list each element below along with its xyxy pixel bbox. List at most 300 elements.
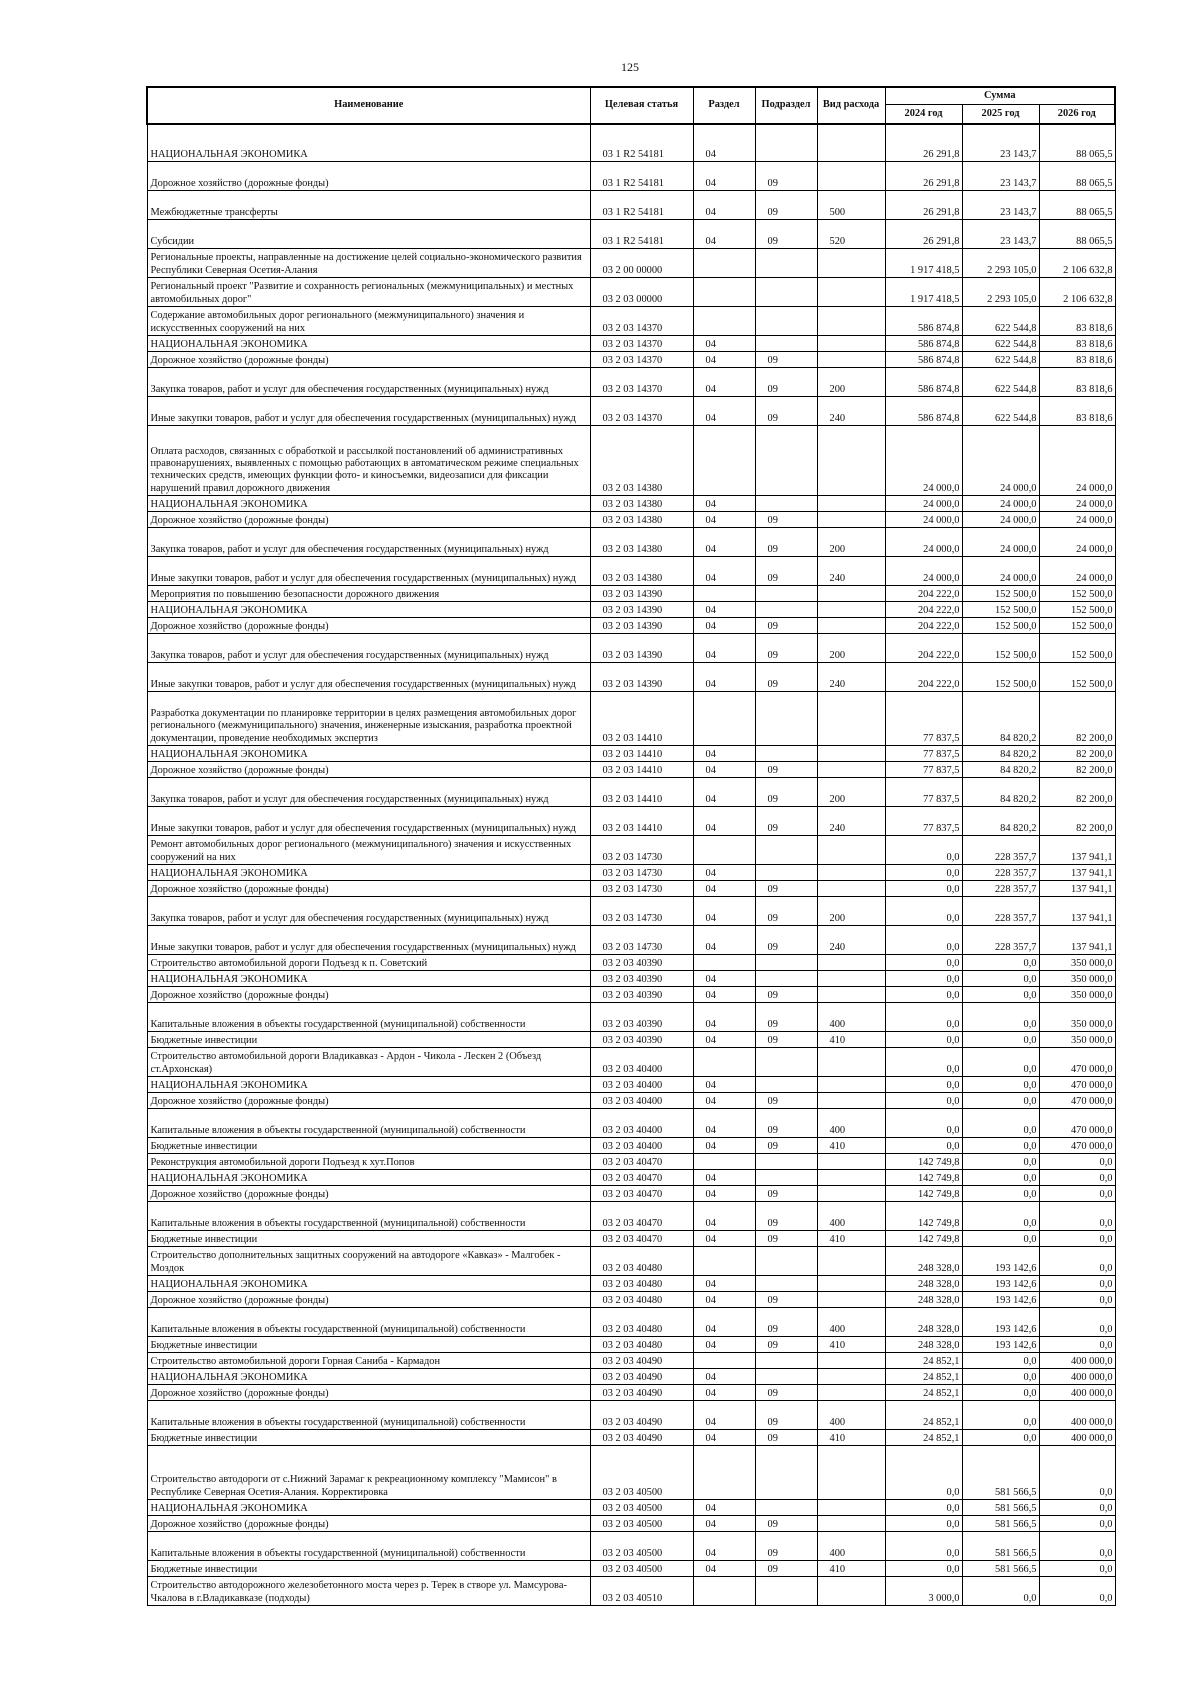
row-sum-2026: 470 000,0	[1039, 1048, 1115, 1077]
row-sum-2024: 24 852,1	[885, 1369, 962, 1385]
row-sum-2025: 23 143,7	[962, 124, 1039, 162]
row-name: Бюджетные инвестиции	[147, 1138, 590, 1154]
table-row	[147, 987, 1115, 1003]
row-sum-2024: 0,0	[885, 1032, 962, 1048]
table-row	[147, 336, 1115, 352]
row-sum-2025: 0,0	[962, 1077, 1039, 1093]
row-sum-2024: 586 874,8	[885, 307, 962, 336]
row-sum-2024: 26 291,8	[885, 162, 962, 191]
budget-table	[146, 86, 1116, 1606]
row-subsection: 09	[755, 1385, 817, 1401]
row-vid	[817, 1048, 885, 1077]
row-sum-2026: 24 000,0	[1039, 557, 1115, 586]
row-code: 03 2 03 40500	[590, 1516, 693, 1532]
row-vid	[817, 162, 885, 191]
table-row	[147, 1500, 1115, 1516]
row-vid: 410	[817, 1430, 885, 1446]
table-row	[147, 1202, 1115, 1231]
row-code: 03 2 03 40500	[590, 1446, 693, 1500]
header-name: Наименование	[147, 87, 590, 124]
row-sum-2025: 0,0	[962, 1202, 1039, 1231]
row-sum-2024: 204 222,0	[885, 634, 962, 663]
row-sum-2025: 23 143,7	[962, 220, 1039, 249]
row-sum-2026: 0,0	[1039, 1292, 1115, 1308]
row-vid	[817, 1170, 885, 1186]
row-sum-2025: 0,0	[962, 1577, 1039, 1606]
row-vid	[817, 426, 885, 496]
row-code: 03 2 03 40390	[590, 987, 693, 1003]
table-row	[147, 836, 1115, 865]
row-sum-2025: 193 142,6	[962, 1308, 1039, 1337]
row-sum-2026: 0,0	[1039, 1276, 1115, 1292]
row-sum-2026: 0,0	[1039, 1446, 1115, 1500]
row-sum-2024: 26 291,8	[885, 220, 962, 249]
row-code: 03 2 03 14380	[590, 557, 693, 586]
row-section: 04	[693, 602, 755, 618]
row-name: Дорожное хозяйство (дорожные фонды)	[147, 162, 590, 191]
row-code: 03 2 03 14410	[590, 778, 693, 807]
row-subsection: 09	[755, 557, 817, 586]
row-subsection: 09	[755, 1186, 817, 1202]
row-name: Капитальные вложения в объекты государственной (муниципальной) собственности	[147, 1202, 590, 1231]
row-section: 04	[693, 971, 755, 987]
row-vid	[817, 1247, 885, 1276]
table-row	[147, 746, 1115, 762]
row-subsection: 09	[755, 807, 817, 836]
row-sum-2024: 0,0	[885, 1561, 962, 1577]
row-vid	[817, 987, 885, 1003]
row-name: Бюджетные инвестиции	[147, 1430, 590, 1446]
row-name: Строительство автодорожного железобетонного моста через р. Терек в створе ул. Мамсурова-Чкалова в г.Владикавказе (подходы)	[147, 1577, 590, 1606]
header-2025: 2025 год	[962, 104, 1039, 124]
row-sum-2026: 152 500,0	[1039, 618, 1115, 634]
row-section: 04	[693, 1138, 755, 1154]
row-section: 04	[693, 865, 755, 881]
row-subsection: 09	[755, 528, 817, 557]
row-name: НАЦИОНАЛЬНАЯ ЭКОНОМИКА	[147, 865, 590, 881]
row-sum-2025: 152 500,0	[962, 618, 1039, 634]
row-vid: 410	[817, 1231, 885, 1247]
row-subsection: 09	[755, 1138, 817, 1154]
row-section: 04	[693, 1308, 755, 1337]
row-sum-2025: 622 544,8	[962, 397, 1039, 426]
row-section: 04	[693, 1186, 755, 1202]
row-subsection	[755, 1276, 817, 1292]
row-sum-2025: 0,0	[962, 1109, 1039, 1138]
row-code: 03 2 03 14370	[590, 352, 693, 368]
row-sum-2025: 0,0	[962, 1048, 1039, 1077]
row-subsection: 09	[755, 1231, 817, 1247]
row-sum-2024: 24 852,1	[885, 1401, 962, 1430]
row-section: 04	[693, 1109, 755, 1138]
row-subsection: 09	[755, 1202, 817, 1231]
row-code: 03 2 03 40390	[590, 955, 693, 971]
row-sum-2026: 470 000,0	[1039, 1093, 1115, 1109]
row-sum-2025: 152 500,0	[962, 634, 1039, 663]
row-sum-2026: 152 500,0	[1039, 634, 1115, 663]
row-sum-2026: 24 000,0	[1039, 528, 1115, 557]
table-row	[147, 220, 1115, 249]
table-row	[147, 955, 1115, 971]
row-sum-2025: 0,0	[962, 1032, 1039, 1048]
row-sum-2024: 1 917 418,5	[885, 278, 962, 307]
row-code: 03 2 03 14730	[590, 865, 693, 881]
row-subsection: 09	[755, 191, 817, 220]
row-vid	[817, 746, 885, 762]
row-subsection: 09	[755, 1003, 817, 1032]
table-row	[147, 1430, 1115, 1446]
row-section: 04	[693, 162, 755, 191]
row-name: Закупка товаров, работ и услуг для обеспечения государственных (муниципальных) нужд	[147, 897, 590, 926]
row-section: 04	[693, 1337, 755, 1353]
row-sum-2025: 228 357,7	[962, 926, 1039, 955]
header-2026: 2026 год	[1039, 104, 1115, 124]
row-sum-2024: 142 749,8	[885, 1154, 962, 1170]
table-header	[147, 87, 1115, 124]
row-sum-2024: 0,0	[885, 865, 962, 881]
row-code: 03 2 03 14390	[590, 618, 693, 634]
row-sum-2024: 24 852,1	[885, 1385, 962, 1401]
row-sum-2024: 586 874,8	[885, 397, 962, 426]
row-sum-2024: 77 837,5	[885, 778, 962, 807]
row-subsection	[755, 1353, 817, 1369]
row-sum-2026: 137 941,1	[1039, 865, 1115, 881]
table-row	[147, 278, 1115, 307]
row-vid: 500	[817, 191, 885, 220]
row-sum-2026: 152 500,0	[1039, 586, 1115, 602]
row-sum-2024: 24 852,1	[885, 1430, 962, 1446]
table-row	[147, 1308, 1115, 1337]
table-row	[147, 496, 1115, 512]
row-name: Иные закупки товаров, работ и услуг для обеспечения государственных (муниципальных) нужд	[147, 397, 590, 426]
row-name: Оплата расходов, связанных с обработкой и рассылкой постановлений об административных правонарушениях, выявленных с помощью работающих в автоматическом режиме специальных технических средств, имеющих функции фото- и киносъемки, видеозаписи для фиксации нарушений правил дорожного движения	[147, 426, 590, 496]
row-subsection: 09	[755, 618, 817, 634]
row-sum-2025: 0,0	[962, 1138, 1039, 1154]
row-name: Дорожное хозяйство (дорожные фонды)	[147, 512, 590, 528]
row-sum-2024: 0,0	[885, 926, 962, 955]
row-sum-2026: 350 000,0	[1039, 987, 1115, 1003]
row-sum-2025: 193 142,6	[962, 1247, 1039, 1276]
row-vid	[817, 618, 885, 634]
row-name: Региональные проекты, направленные на достижение целей социально-экономического развития Республики Северная Осетия-Алания	[147, 249, 590, 278]
row-code: 03 2 03 14390	[590, 663, 693, 692]
table-row	[147, 602, 1115, 618]
row-section: 04	[693, 987, 755, 1003]
row-sum-2025: 0,0	[962, 1003, 1039, 1032]
row-sum-2026: 470 000,0	[1039, 1077, 1115, 1093]
row-name: Закупка товаров, работ и услуг для обеспечения государственных (муниципальных) нужд	[147, 634, 590, 663]
row-sum-2024: 1 917 418,5	[885, 249, 962, 278]
row-name: Дорожное хозяйство (дорожные фонды)	[147, 881, 590, 897]
row-sum-2026: 0,0	[1039, 1500, 1115, 1516]
row-name: Дорожное хозяйство (дорожные фонды)	[147, 1516, 590, 1532]
row-sum-2024: 24 852,1	[885, 1353, 962, 1369]
row-section: 04	[693, 746, 755, 762]
row-section: 04	[693, 1516, 755, 1532]
row-code: 03 1 R2 54181	[590, 220, 693, 249]
table-row	[147, 1561, 1115, 1577]
row-vid: 410	[817, 1032, 885, 1048]
row-sum-2024: 0,0	[885, 1048, 962, 1077]
row-subsection	[755, 586, 817, 602]
table-row	[147, 1369, 1115, 1385]
row-vid: 410	[817, 1337, 885, 1353]
row-sum-2026: 0,0	[1039, 1231, 1115, 1247]
row-name: НАЦИОНАЛЬНАЯ ЭКОНОМИКА	[147, 1170, 590, 1186]
row-section: 04	[693, 1561, 755, 1577]
row-vid	[817, 1446, 885, 1500]
row-section: 04	[693, 557, 755, 586]
row-subsection: 09	[755, 1430, 817, 1446]
row-vid: 200	[817, 368, 885, 397]
row-sum-2025: 24 000,0	[962, 528, 1039, 557]
row-sum-2024: 77 837,5	[885, 807, 962, 836]
row-sum-2025: 0,0	[962, 1401, 1039, 1430]
row-section: 04	[693, 1003, 755, 1032]
row-sum-2026: 88 065,5	[1039, 124, 1115, 162]
row-vid	[817, 307, 885, 336]
row-sum-2026: 83 818,6	[1039, 336, 1115, 352]
row-code: 03 2 03 40490	[590, 1401, 693, 1430]
row-subsection	[755, 278, 817, 307]
row-sum-2025: 622 544,8	[962, 368, 1039, 397]
row-sum-2024: 0,0	[885, 1500, 962, 1516]
row-sum-2024: 204 222,0	[885, 663, 962, 692]
row-section: 04	[693, 1500, 755, 1516]
row-subsection	[755, 1048, 817, 1077]
row-sum-2025: 228 357,7	[962, 897, 1039, 926]
row-section: 04	[693, 352, 755, 368]
row-vid: 200	[817, 778, 885, 807]
row-name: Строительство автодороги от с.Нижний Зарамаг к рекреационному комплексу "Мамисон" в Республике Северная Осетия-Алания. Корректировка	[147, 1446, 590, 1500]
row-name: Дорожное хозяйство (дорожные фонды)	[147, 352, 590, 368]
row-sum-2026: 400 000,0	[1039, 1401, 1115, 1430]
row-vid	[817, 278, 885, 307]
row-sum-2024: 0,0	[885, 1138, 962, 1154]
row-subsection	[755, 602, 817, 618]
row-sum-2024: 26 291,8	[885, 124, 962, 162]
row-sum-2025: 622 544,8	[962, 336, 1039, 352]
row-section: 04	[693, 528, 755, 557]
row-code: 03 2 03 14410	[590, 762, 693, 778]
row-sum-2026: 88 065,5	[1039, 191, 1115, 220]
row-sum-2024: 248 328,0	[885, 1292, 962, 1308]
row-sum-2026: 0,0	[1039, 1532, 1115, 1561]
row-sum-2025: 193 142,6	[962, 1276, 1039, 1292]
row-code: 03 2 03 14730	[590, 836, 693, 865]
row-sum-2025: 84 820,2	[962, 692, 1039, 746]
row-sum-2024: 142 749,8	[885, 1202, 962, 1231]
row-sum-2025: 152 500,0	[962, 602, 1039, 618]
row-code: 03 2 03 40400	[590, 1138, 693, 1154]
row-sum-2026: 0,0	[1039, 1154, 1115, 1170]
table-row	[147, 249, 1115, 278]
row-vid	[817, 836, 885, 865]
table-row	[147, 1170, 1115, 1186]
row-sum-2026: 83 818,6	[1039, 368, 1115, 397]
row-sum-2024: 0,0	[885, 955, 962, 971]
row-section: 04	[693, 634, 755, 663]
row-subsection	[755, 336, 817, 352]
row-section	[693, 955, 755, 971]
table-row	[147, 191, 1115, 220]
row-code: 03 2 03 14730	[590, 926, 693, 955]
table-row	[147, 618, 1115, 634]
table-row	[147, 1353, 1115, 1369]
table-row	[147, 971, 1115, 987]
row-section	[693, 307, 755, 336]
row-sum-2026: 350 000,0	[1039, 1032, 1115, 1048]
row-code: 03 2 03 40490	[590, 1430, 693, 1446]
row-subsection	[755, 955, 817, 971]
row-sum-2026: 137 941,1	[1039, 897, 1115, 926]
row-section: 04	[693, 618, 755, 634]
row-sum-2026: 0,0	[1039, 1577, 1115, 1606]
row-subsection	[755, 836, 817, 865]
row-sum-2024: 24 000,0	[885, 557, 962, 586]
header-sum: Сумма	[885, 87, 1115, 104]
table-row	[147, 1532, 1115, 1561]
row-sum-2025: 152 500,0	[962, 663, 1039, 692]
row-sum-2025: 0,0	[962, 971, 1039, 987]
row-subsection: 09	[755, 897, 817, 926]
row-name: Иные закупки товаров, работ и услуг для обеспечения государственных (муниципальных) нужд	[147, 663, 590, 692]
row-sum-2024: 586 874,8	[885, 368, 962, 397]
table-row	[147, 1247, 1115, 1276]
row-name: Капитальные вложения в объекты государственной (муниципальной) собственности	[147, 1308, 590, 1337]
row-sum-2026: 400 000,0	[1039, 1369, 1115, 1385]
row-sum-2026: 24 000,0	[1039, 426, 1115, 496]
row-name: Закупка товаров, работ и услуг для обеспечения государственных (муниципальных) нужд	[147, 368, 590, 397]
row-name: Дорожное хозяйство (дорожные фонды)	[147, 762, 590, 778]
row-vid: 200	[817, 634, 885, 663]
row-code: 03 2 03 40400	[590, 1109, 693, 1138]
row-code: 03 2 03 40480	[590, 1292, 693, 1308]
row-sum-2024: 0,0	[885, 1077, 962, 1093]
row-sum-2024: 142 749,8	[885, 1170, 962, 1186]
row-vid	[817, 1577, 885, 1606]
row-code: 03 2 03 40500	[590, 1561, 693, 1577]
row-sum-2024: 0,0	[885, 1516, 962, 1532]
row-name: Капитальные вложения в объекты государственной (муниципальной) собственности	[147, 1401, 590, 1430]
row-name: Дорожное хозяйство (дорожные фонды)	[147, 1093, 590, 1109]
row-sum-2024: 0,0	[885, 881, 962, 897]
row-name: Дорожное хозяйство (дорожные фонды)	[147, 1292, 590, 1308]
row-sum-2024: 77 837,5	[885, 746, 962, 762]
row-sum-2026: 24 000,0	[1039, 512, 1115, 528]
row-code: 03 1 R2 54181	[590, 191, 693, 220]
row-code: 03 1 R2 54181	[590, 124, 693, 162]
row-sum-2026: 400 000,0	[1039, 1353, 1115, 1369]
row-subsection: 09	[755, 162, 817, 191]
row-name: НАЦИОНАЛЬНАЯ ЭКОНОМИКА	[147, 602, 590, 618]
table-row	[147, 881, 1115, 897]
table-row	[147, 397, 1115, 426]
row-name: НАЦИОНАЛЬНАЯ ЭКОНОМИКА	[147, 746, 590, 762]
row-subsection	[755, 1577, 817, 1606]
table-row	[147, 865, 1115, 881]
row-sum-2026: 350 000,0	[1039, 955, 1115, 971]
row-subsection: 09	[755, 1401, 817, 1430]
table-row	[147, 807, 1115, 836]
row-code: 03 2 03 14370	[590, 397, 693, 426]
row-subsection: 09	[755, 926, 817, 955]
row-subsection	[755, 1500, 817, 1516]
row-name: Мероприятия по повышению безопасности дорожного движения	[147, 586, 590, 602]
row-subsection: 09	[755, 1093, 817, 1109]
row-sum-2025: 152 500,0	[962, 586, 1039, 602]
row-code: 03 2 03 40400	[590, 1077, 693, 1093]
row-code: 03 2 03 14410	[590, 807, 693, 836]
row-subsection	[755, 746, 817, 762]
row-name: Капитальные вложения в объекты государственной (муниципальной) собственности	[147, 1003, 590, 1032]
row-sum-2026: 350 000,0	[1039, 1003, 1115, 1032]
row-sum-2024: 248 328,0	[885, 1247, 962, 1276]
row-code: 03 2 03 40470	[590, 1186, 693, 1202]
header-subsection: Подраздел	[755, 87, 817, 124]
row-code: 03 2 03 14410	[590, 692, 693, 746]
row-name: Строительство дополнительных защитных сооружений на автодороге «Кавказ» - Малгобек - Моздок	[147, 1247, 590, 1276]
row-subsection	[755, 1170, 817, 1186]
row-code: 03 2 03 14390	[590, 586, 693, 602]
row-vid: 400	[817, 1003, 885, 1032]
row-vid	[817, 1077, 885, 1093]
table-row	[147, 352, 1115, 368]
row-name: Субсидии	[147, 220, 590, 249]
row-section: 04	[693, 397, 755, 426]
row-section	[693, 278, 755, 307]
table-row	[147, 1516, 1115, 1532]
row-code: 03 2 03 14390	[590, 602, 693, 618]
row-section: 04	[693, 778, 755, 807]
row-code: 03 2 03 14380	[590, 528, 693, 557]
row-subsection	[755, 865, 817, 881]
row-sum-2025: 581 566,5	[962, 1561, 1039, 1577]
row-code: 03 2 03 14380	[590, 496, 693, 512]
row-subsection: 09	[755, 778, 817, 807]
table-row	[147, 897, 1115, 926]
row-subsection	[755, 1247, 817, 1276]
row-vid	[817, 865, 885, 881]
table-row	[147, 1276, 1115, 1292]
row-sum-2024: 0,0	[885, 836, 962, 865]
row-code: 03 2 03 40400	[590, 1093, 693, 1109]
row-sum-2026: 82 200,0	[1039, 762, 1115, 778]
row-section: 04	[693, 1292, 755, 1308]
row-sum-2025: 24 000,0	[962, 426, 1039, 496]
row-subsection: 09	[755, 987, 817, 1003]
row-code: 03 2 03 14380	[590, 426, 693, 496]
row-subsection: 09	[755, 512, 817, 528]
row-sum-2026: 82 200,0	[1039, 692, 1115, 746]
row-code: 03 2 03 40390	[590, 971, 693, 987]
table-row	[147, 426, 1115, 496]
row-name: Региональный проект "Развитие и сохранность региональных (межмуниципальных) и местных автомобильных дорог"	[147, 278, 590, 307]
row-code: 03 2 03 40480	[590, 1308, 693, 1337]
row-sum-2025: 23 143,7	[962, 162, 1039, 191]
row-name: НАЦИОНАЛЬНАЯ ЭКОНОМИКА	[147, 336, 590, 352]
row-subsection	[755, 124, 817, 162]
row-section: 04	[693, 191, 755, 220]
row-sum-2026: 470 000,0	[1039, 1138, 1115, 1154]
row-vid: 200	[817, 897, 885, 926]
row-sum-2024: 0,0	[885, 1446, 962, 1500]
table-row	[147, 1385, 1115, 1401]
row-sum-2024: 142 749,8	[885, 1186, 962, 1202]
table-row	[147, 1032, 1115, 1048]
row-name: Разработка документации по планировке территории в целях размещения автомобильных дорог регионального (межмуниципального) значения, инженерные изыскания, разработка проектной документации, проведение необходимых экспертиз	[147, 692, 590, 746]
row-sum-2025: 2 293 105,0	[962, 278, 1039, 307]
